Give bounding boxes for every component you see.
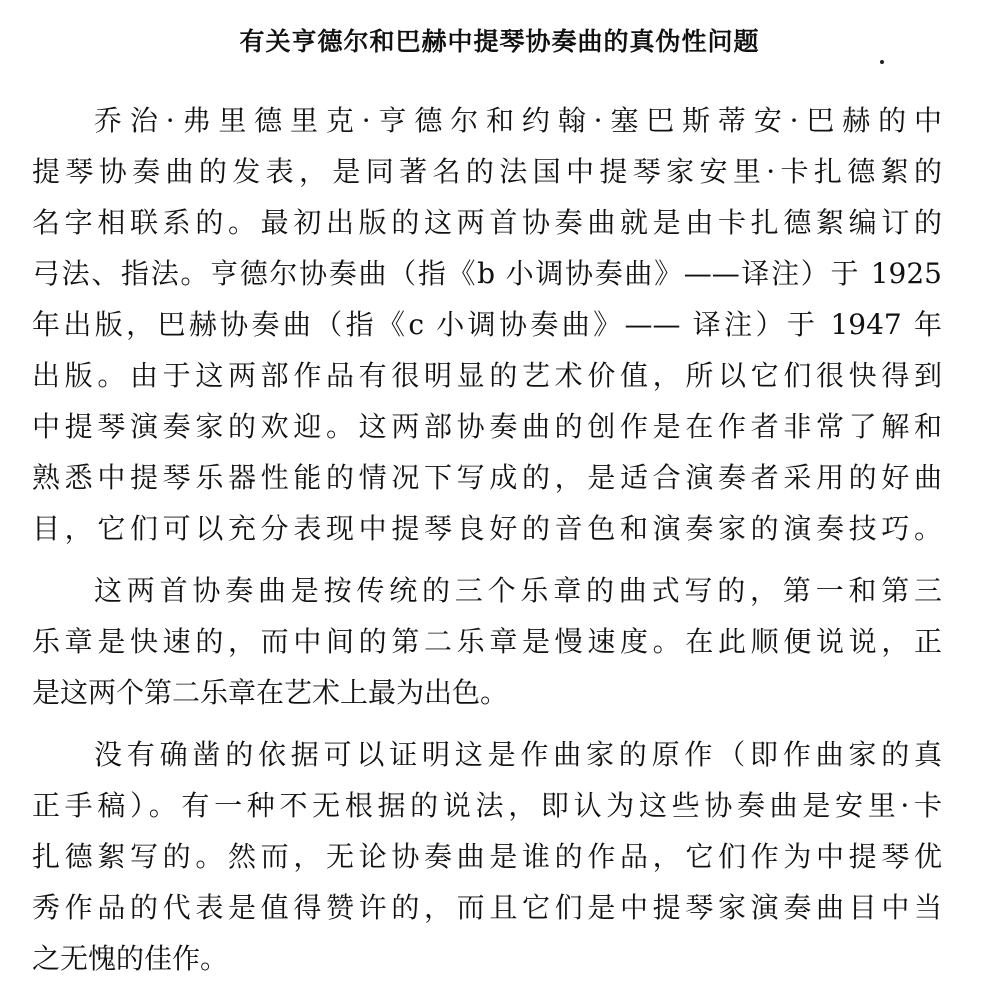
paragraph	[32, 729, 942, 984]
text-line: 提琴协奏曲的发表，是同著名的法国中提琴家安里·卡扎德絮的	[32, 155, 942, 188]
text-line: 熟悉中提琴乐器性能的情况下写成的，是适合演奏者采用的好曲	[32, 461, 942, 494]
text-line: 是这两个第二乐章在艺术上最为出色。	[32, 676, 509, 709]
document-title: 有关亨德尔和巴赫中提琴协奏曲的真伪性问题	[239, 27, 760, 56]
text-line: 没有确凿的依据可以证明这是作曲家的原作（即作曲家的真	[94, 738, 942, 771]
text-line: 秀作品的代表是值得赞许的，而且它们是中提琴家演奏曲目中当	[32, 891, 942, 924]
paragraph	[32, 565, 942, 718]
text-line: 年出版，巴赫协奏曲（指《c 小调协奏曲》—— 译注）于 1947 年	[32, 308, 942, 341]
text-line: 乐章是快速的，而中间的第二乐章是慢速度。在此顺便说说，正	[32, 625, 942, 658]
text-line: 目，它们可以充分表现中提琴良好的音色和演奏家的演奏技巧。	[32, 512, 942, 545]
text-line: 弓法、指法。亨德尔协奏曲（指《b 小调协奏曲》——译注）于 1925	[32, 257, 942, 290]
text-line: 正手稿）。有一种不无根据的说法，即认为这些协奏曲是安里·卡	[32, 789, 942, 822]
text-line: 出版。由于这两部作品有很明显的艺术价值，所以它们很快得到	[32, 359, 942, 392]
text-line: 中提琴演奏家的欢迎。这两部协奏曲的创作是在作者非常了解和	[32, 410, 942, 443]
document-body	[32, 95, 942, 984]
text-line: 之无愧的佳作。	[32, 942, 229, 975]
text-line: 这两首协奏曲是按传统的三个乐章的曲式写的，第一和第三	[94, 574, 942, 607]
text-line: 名字相联系的。最初出版的这两首协奏曲就是由卡扎德絮编订的	[32, 206, 942, 239]
text-line: 扎德絮写的。然而，无论协奏曲是谁的作品，它们作为中提琴优	[32, 840, 942, 873]
text-line: 乔治·弗里德里克·亨德尔和约翰·塞巴斯蒂安·巴赫的中	[94, 104, 942, 137]
paragraph	[32, 95, 942, 554]
scan-speck	[880, 60, 884, 64]
